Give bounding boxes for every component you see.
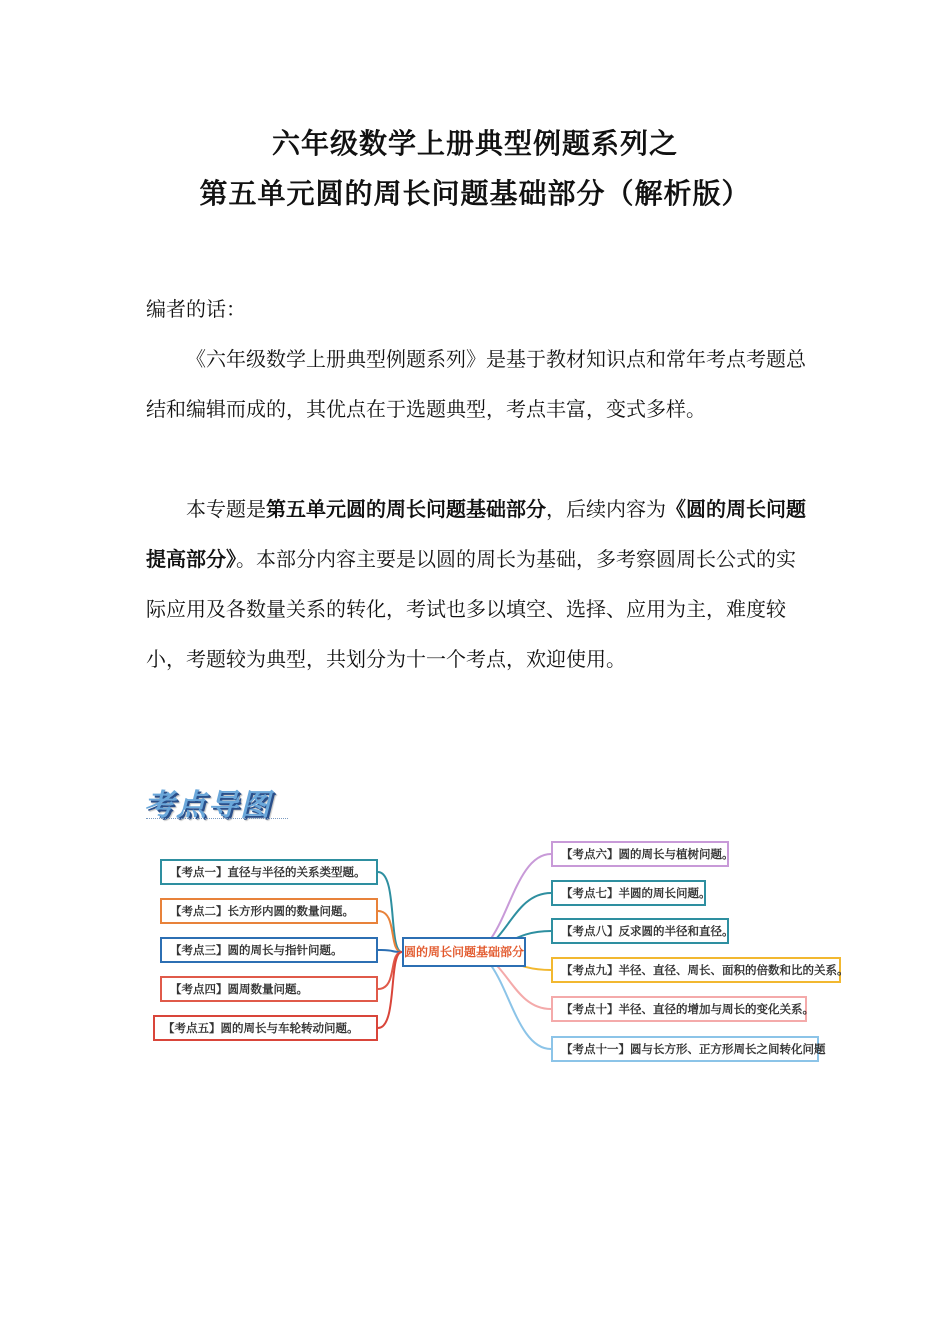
topic-bold-1: 第五单元圆的周长问题基础部分 — [266, 497, 546, 521]
mindmap-node-left-3: 【考点三】圆的周长与指针问题。 — [160, 937, 378, 963]
mindmap-node-left-4: 【考点四】圆周数量问题。 — [160, 976, 378, 1002]
editor-label: 编者的话： — [146, 297, 246, 321]
mindmap-node-right-3: 【考点八】反求圆的半径和直径。 — [551, 918, 729, 944]
topic-text-3: 。本部分内容主要是以圆的周长为基础，多考察圆周长公式的实际应用及各数量关系的转化，考试也多以填空、选择、应用为主，难度较小，考题较为典型，共划分为十一个考点，欢迎使用。 — [146, 547, 796, 671]
connector-left-2 — [378, 911, 402, 952]
mindmap-heading: 考点导图 — [144, 788, 272, 823]
topic-bold-2: 《圆的周长问题提高部分》 — [146, 497, 806, 571]
mindmap-center-node: 圆的周长问题基础部分 — [402, 937, 526, 967]
mindmap-node-right-5: 【考点十】半径、直径的增加与周长的变化关系。 — [551, 996, 807, 1022]
mindmap-node-left-5: 【考点五】圆的周长与车轮转动问题。 — [153, 1015, 378, 1041]
connector-left-4 — [378, 952, 402, 989]
mindmap-node-right-1: 【考点六】圆的周长与植树问题。 — [551, 841, 729, 867]
intro-paragraph: 《六年级数学上册典型例题系列》是基于教材知识点和常年考点考题总结和编辑而成的，其优点在于选题典型，考点丰富，变式多样。 — [146, 347, 806, 421]
mindmap-node-left-1: 【考点一】直径与半径的关系类型题。 — [160, 859, 378, 885]
topic-text-2: ，后续内容为 — [546, 497, 666, 521]
connector-left-5 — [378, 952, 402, 1028]
page-title-line-1: 六年级数学上册典型例题系列之 — [271, 127, 678, 160]
topic-text-1: 本专题是 — [186, 497, 266, 521]
mindmap-node-right-6: 【考点十一】圆与长方形、正方形周长之间转化问题 — [551, 1036, 819, 1062]
page-title-line-2: 第五单元圆的周长问题基础部分（解析版） — [199, 177, 751, 210]
mindmap-node-right-4: 【考点九】半径、直径、周长、面积的倍数和比的关系。 — [551, 957, 841, 983]
mindmap-node-left-2: 【考点二】长方形内圆的数量问题。 — [160, 898, 378, 924]
mindmap-node-right-2: 【考点七】半圆的周长问题。 — [551, 880, 706, 906]
